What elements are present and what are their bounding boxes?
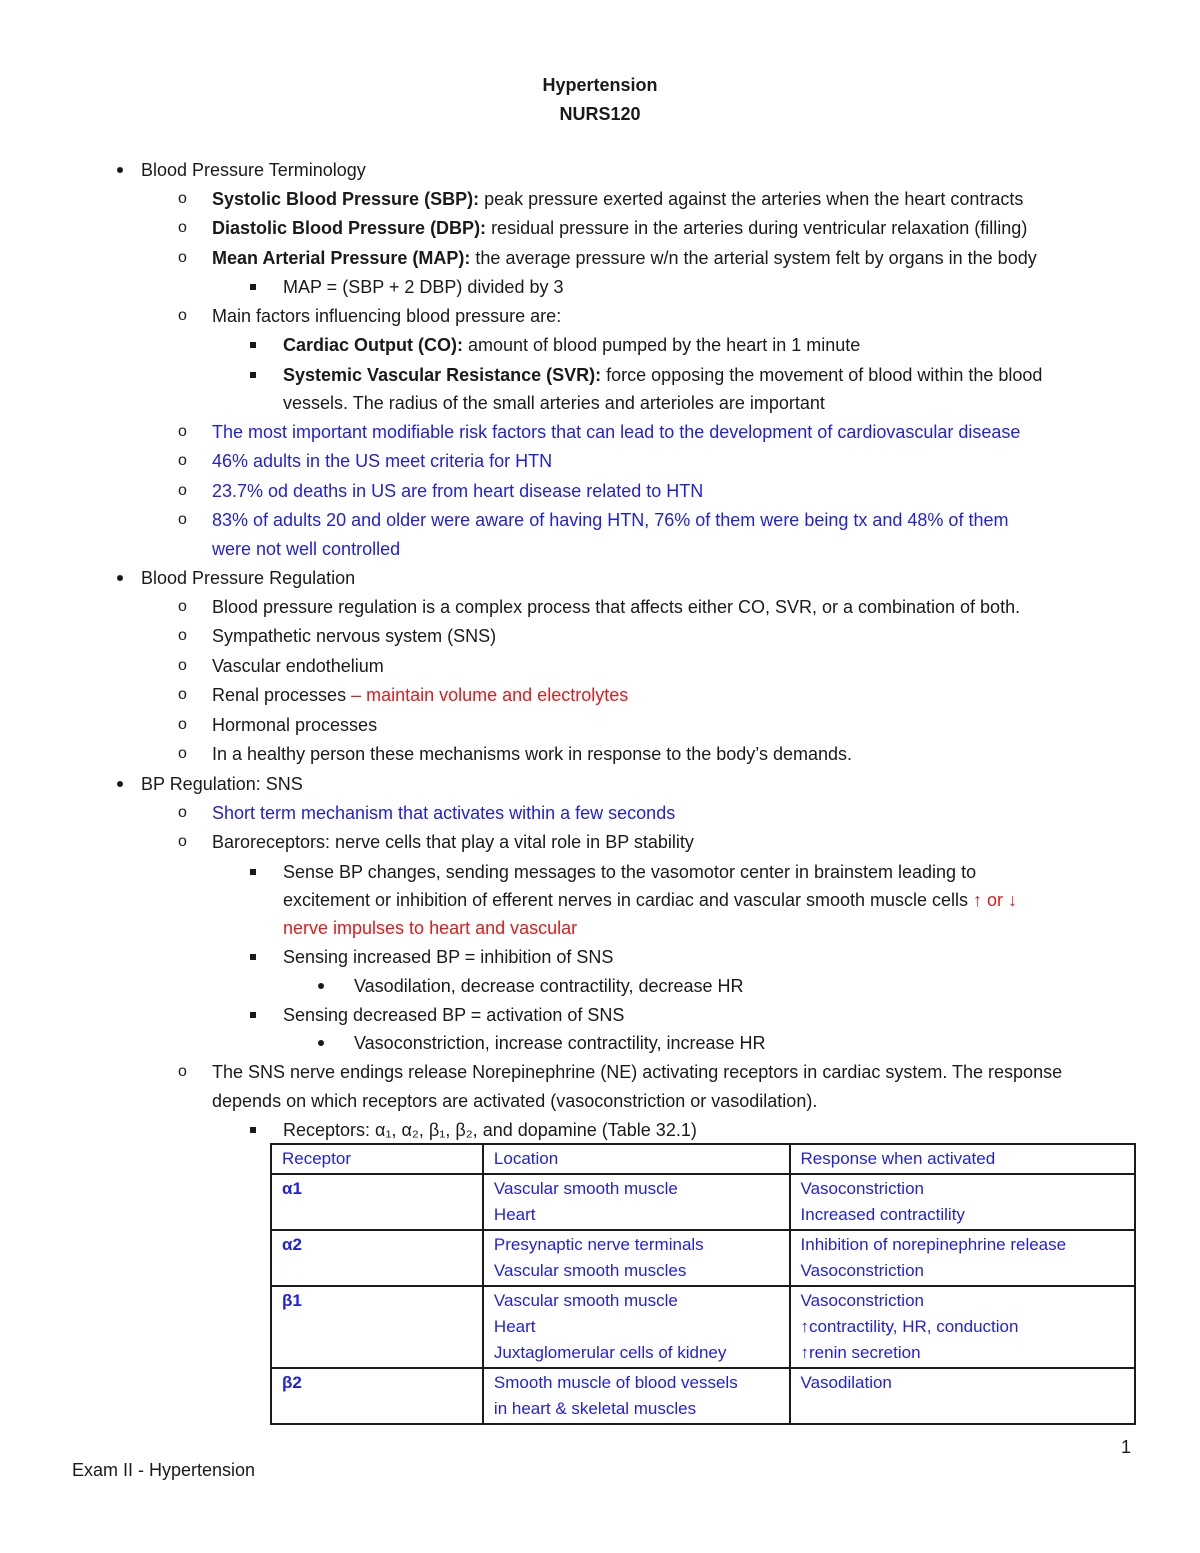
- response-line: Vasoconstriction: [800, 1179, 924, 1198]
- bullet-o: o: [178, 452, 187, 469]
- section-heading-sns: BP Regulation: SNS: [141, 774, 303, 794]
- bullet-o: o: [178, 219, 187, 236]
- bullet-o: o: [178, 686, 187, 703]
- bullet-o: o: [178, 307, 187, 324]
- table-row: [271, 1286, 1135, 1368]
- sbp-item: [212, 188, 1023, 210]
- bullet-square: [250, 372, 256, 378]
- sense-bp-line2: [283, 889, 1017, 911]
- baroreceptors-item: Baroreceptors: nerve cells that play a vital role in BP stability: [212, 832, 694, 852]
- bullet-o: o: [178, 249, 187, 266]
- location-line: Vascular smooth muscle: [493, 1291, 678, 1310]
- table-row: [271, 1368, 1135, 1424]
- increased-bp-effects: Vasodilation, decrease contractility, decrease HR: [354, 976, 744, 996]
- bullet-o: o: [178, 745, 187, 762]
- regulation-item: Sympathetic nervous system (SNS): [212, 626, 497, 646]
- bullet-square: [250, 1127, 256, 1133]
- receptor-cell: [271, 1368, 483, 1424]
- location-cell: [483, 1286, 790, 1368]
- up-down-arrows: ↑ or ↓: [973, 890, 1018, 910]
- bullet-dot: [117, 167, 123, 173]
- header-response: Response when activated: [790, 1144, 1135, 1174]
- co-item: [283, 334, 860, 356]
- location-line: Smooth muscle of blood vessels: [493, 1373, 738, 1392]
- dbp-item: [212, 217, 1027, 239]
- location-line: Vascular smooth muscle: [493, 1179, 678, 1198]
- receptor-name: α2: [282, 1235, 302, 1254]
- location-line: Heart: [493, 1205, 536, 1224]
- co-definition: amount of blood pumped by the heart in 1 minute: [463, 335, 861, 355]
- receptor-cell: [271, 1174, 483, 1230]
- bullet-square: [250, 1012, 256, 1018]
- fact-awareness: 83% of adults 20 and older were aware of having HTN, 76% of them were being tx and 48% of them: [212, 510, 1009, 530]
- regulation-item: Vascular endothelium: [212, 656, 384, 676]
- receptor-name: α1: [282, 1179, 302, 1198]
- receptor-cell: [271, 1286, 483, 1368]
- ne-release-line1: The SNS nerve endings release Norepinephrine (NE) activating receptors in cardiac system. The response: [212, 1062, 1063, 1082]
- fact-risk-factors: The most important modifiable risk factors that can lead to the development of cardiovascular disease: [212, 422, 1021, 442]
- regulation-item: Blood pressure regulation is a complex process that affects either CO, SVR, or a combination of both.: [212, 597, 1021, 617]
- bullet-dot: [117, 781, 123, 787]
- response-line: ↑contractility, HR, conduction: [800, 1317, 1019, 1336]
- header-location: Location: [483, 1144, 790, 1174]
- bullet-dot: [117, 575, 123, 581]
- regulation-item: [212, 684, 628, 706]
- page-number: 1: [1121, 1437, 1132, 1457]
- table-row: [271, 1230, 1135, 1286]
- renal-label: Renal processes: [212, 685, 352, 705]
- location-cell: [483, 1230, 790, 1286]
- bullet-o: o: [178, 511, 187, 528]
- response-line: Vasoconstriction: [800, 1261, 924, 1280]
- regulation-item: Hormonal processes: [212, 715, 378, 735]
- fact-awareness-cont: were not well controlled: [212, 539, 401, 559]
- dbp-definition: residual pressure in the arteries during ventricular relaxation (filling): [486, 218, 1028, 238]
- sbp-definition: peak pressure exerted against the arteries when the heart contracts: [479, 189, 1024, 209]
- section-heading-terminology: Blood Pressure Terminology: [141, 160, 366, 180]
- header-receptor: Receptor: [271, 1144, 483, 1174]
- bullet-o: o: [178, 627, 187, 644]
- location-line: Vascular smooth muscles: [493, 1261, 687, 1280]
- bullet-o: o: [178, 657, 187, 674]
- fact-deaths: 23.7% od deaths in US are from heart disease related to HTN: [212, 481, 704, 501]
- location-line: Presynaptic nerve terminals: [493, 1235, 704, 1254]
- sense-bp-line3: nerve impulses to heart and vascular: [283, 918, 578, 938]
- bullet-o: o: [178, 423, 187, 440]
- response-cell: [790, 1230, 1135, 1286]
- factors-item: Main factors influencing blood pressure are:: [212, 306, 562, 326]
- regulation-item: In a healthy person these mechanisms work in response to the body’s demands.: [212, 744, 853, 764]
- bullet-square: [250, 869, 256, 875]
- response-cell: [790, 1286, 1135, 1368]
- response-line: ↑renin secretion: [800, 1343, 921, 1362]
- bullet-o: o: [178, 716, 187, 733]
- bullet-dot: [318, 983, 324, 989]
- bullet-dot: [318, 1040, 324, 1046]
- response-line: Vasodilation: [800, 1373, 892, 1392]
- section-heading-regulation: Blood Pressure Regulation: [141, 568, 356, 588]
- footer-label: Exam II - Hypertension: [72, 1460, 256, 1480]
- receptors-item: Receptors: α₁, α₂, β₁, β₂, and dopamine (Table 32.1): [283, 1120, 697, 1140]
- location-line: Juxtaglomerular cells of kidney: [493, 1343, 727, 1362]
- document-title: Hypertension: [542, 75, 658, 95]
- sense-bp-text: excitement or inhibition of efferent nerves in cardiac and vascular smooth muscle cells: [283, 890, 974, 910]
- location-cell: [483, 1174, 790, 1230]
- table-header-row: [271, 1144, 1135, 1174]
- location-line: in heart & skeletal muscles: [493, 1399, 697, 1418]
- location-cell: [483, 1368, 790, 1424]
- sense-bp-line1: Sense BP changes, sending messages to the vasomotor center in brainstem leading to: [283, 862, 977, 882]
- response-cell: [790, 1174, 1135, 1230]
- course-code: NURS120: [559, 104, 641, 124]
- sensing-increased-bp: Sensing increased BP = inhibition of SNS: [283, 947, 614, 967]
- bullet-o: o: [178, 190, 187, 207]
- sns-short-term: Short term mechanism that activates within a few seconds: [212, 803, 676, 823]
- sensing-decreased-bp: Sensing decreased BP = activation of SNS: [283, 1005, 625, 1025]
- map-term: Mean Arterial Pressure (MAP):: [212, 248, 471, 268]
- decreased-bp-effects: Vasoconstriction, increase contractility, increase HR: [354, 1033, 766, 1053]
- sbp-term: Systolic Blood Pressure (SBP):: [212, 189, 480, 209]
- svr-definition: force opposing the movement of blood within the blood: [601, 365, 1043, 385]
- map-definition: the average pressure w/n the arterial system felt by organs in the body: [470, 248, 1037, 268]
- receptor-cell: [271, 1230, 483, 1286]
- response-line: Vasoconstriction: [800, 1291, 924, 1310]
- response-line: Increased contractility: [800, 1205, 965, 1224]
- bullet-o: o: [178, 598, 187, 615]
- fact-adults-htn: 46% adults in the US meet criteria for HTN: [212, 451, 553, 471]
- receptor-name: β2: [282, 1373, 302, 1392]
- renal-note: – maintain volume and electrolytes: [351, 685, 629, 705]
- bullet-square: [250, 284, 256, 290]
- map-item: [212, 247, 1037, 269]
- response-cell: [790, 1368, 1135, 1424]
- svr-item: [283, 364, 1042, 386]
- ne-release-line2: depends on which receptors are activated (vasoconstriction or vasodilation).: [212, 1091, 818, 1111]
- receptor-name: β1: [282, 1291, 302, 1310]
- svr-definition-cont: vessels. The radius of the small arteries and arterioles are important: [283, 393, 825, 413]
- receptor-table: [270, 1143, 1136, 1425]
- map-formula: MAP = (SBP + 2 DBP) divided by 3: [283, 277, 564, 297]
- bullet-square: [250, 342, 256, 348]
- response-line: Inhibition of norepinephrine release: [800, 1235, 1067, 1254]
- bullet-o: o: [178, 482, 187, 499]
- svr-term: Systemic Vascular Resistance (SVR):: [283, 365, 602, 385]
- bullet-o: o: [178, 1063, 187, 1080]
- dbp-term: Diastolic Blood Pressure (DBP):: [212, 218, 487, 238]
- bullet-o: o: [178, 833, 187, 850]
- co-term: Cardiac Output (CO):: [283, 335, 463, 355]
- bullet-square: [250, 954, 256, 960]
- bullet-o: o: [178, 804, 187, 821]
- location-line: Heart: [493, 1317, 536, 1336]
- table-row: [271, 1174, 1135, 1230]
